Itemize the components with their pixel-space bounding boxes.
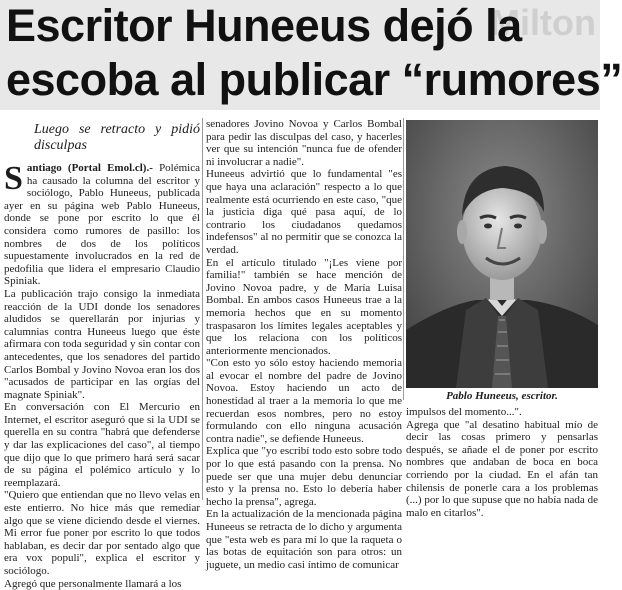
article-paragraph: impulsos del momento...". — [406, 406, 522, 418]
article-paragraph: Agregó que personalmente llamará a los — [4, 577, 182, 590]
drop-cap: S — [4, 160, 23, 197]
article-column-1 — [4, 118, 200, 590]
article-paragraph: Agrega que "al desatino habitual mío de decir las cosas primero y pensarlas después, se añade el de poner por escrito nombres que andaban de boca en boca corriendo por la ciudad. En el afán tan chilensis de ponerle cara a los problemas (...) por lo que supuse que no había nada de malo en citarlos". — [406, 418, 598, 519]
dateline: antiago (Portal Emol.cl).- — [26, 162, 153, 174]
article-column-3 — [406, 406, 598, 519]
article-paragraph: Explica que "yo escribí todo esto sobre todo por lo que está pasando con la prensa. No puede ser que una mujer debu denunciar esto y la prensa no. Esto lo debería haber hecho la prensa", agrega. — [206, 445, 402, 508]
photo-caption: Pablo Huneeus, escritor. — [446, 390, 558, 402]
article-paragraph: "Con esto yo sólo estoy haciendo memoria al evocar el nombre del padre de Jovino Novoa. Estoy haciendo un acto de honestidad al traer a la memoria lo que me recuerdan esos nombres, pero no estoy formulando con ello ninguna acusación contra nadie", se defiende Huneeus. — [206, 357, 402, 445]
article-paragraph: Huneeus advirtió que lo fundamental "es que haya una aclaración" respecto a lo que realmente está ocurriendo en este caso, "que la justicia diga qué pasa aquí, de lo contrario los ciudadanos quedamos indefensos" al no permitir que se conozca la verdad. — [206, 168, 402, 256]
article-paragraph: En la actualización de la mencionada página Huneeus se retracta de lo dicho y argumenta que "esta web es para mí lo que la raqueta o las botas de equitación son para otros: un juguete, un medio casi íntimo de comunicar — [206, 508, 402, 571]
article-column-2 — [206, 118, 402, 571]
deck-subheadline: Luego se retracto y pidió disculpas — [34, 122, 200, 153]
portrait-photo — [406, 120, 598, 388]
headline-block — [0, 0, 622, 110]
article-paragraph: En conversación con El Mercurio en Internet, el escritor aseguró que si la UDI se querella en su contra "habrá que defenderse y dar las explicaciones del caso", al tiempo que dijo que lo que primero hará será sacar de su página el polémico artículo y lo reemplazará. — [4, 401, 200, 489]
article-paragraph: La publicación trajo consigo la inmediata reacción de la UDI donde los senadores aludidos se querellarán por injurias y calumnias contra Huneeus luego que éste afirmara con toda seguridad y sin contar con antecedentes, que los senadores del partido Carlos Bombal y Jovino Novoa eran los dos "acusados de participar en las orgías del magnate Spiniak". — [4, 287, 200, 401]
headline-line-1: Escritor Huneeus dejó la — [6, 0, 522, 51]
column-rule — [202, 118, 203, 500]
article-paragraph: senadores Jovino Novoa y Carlos Bombal para pedir las disculpas del caso, y hacerles ver que su intención "nunca fue de ofender ni involucrar a nadie". — [206, 118, 402, 168]
column-rule — [403, 118, 404, 400]
paragraph-text: Polémica ha causado la columna del escritor y sociólogo, Pablo Huneeus, publicada ayer en su página web Pablo Huneeus, donde se pone por escrito lo que él considera como rumores de pasillo: los nombres de dos de los políticos supuestamente involucrados en la red de pedofilia que lidera el empresario Claudio Spiniak. — [4, 162, 200, 288]
portrait-illustration — [406, 120, 598, 388]
article-paragraph: En el artículo titulado "¡Les viene por familia!" también se hace mención de Jovino Novoa padre, y de María Luisa Bombal. En ambos casos Huneeus trae a la memoria hechos que en su momento traspasaron los límites legales aceptables y que los relaciona con los políticos anteriormente mencionados. — [206, 256, 402, 357]
ghost-text: Milton — [490, 2, 596, 43]
article-paragraph: "Quiero que entiendan que no llevo velas en este entierro. No hice más que remediar algo que se viene diciendo desde el viernes. Mi error fue poner por escrito lo que todos hablaban, es decir dar por sentado algo que era vox populi", explica el escritor y sociólogo. — [4, 489, 200, 577]
headline-line-2: escoba al publicar “rumores” — [6, 54, 622, 105]
article-paragraph — [4, 162, 200, 288]
